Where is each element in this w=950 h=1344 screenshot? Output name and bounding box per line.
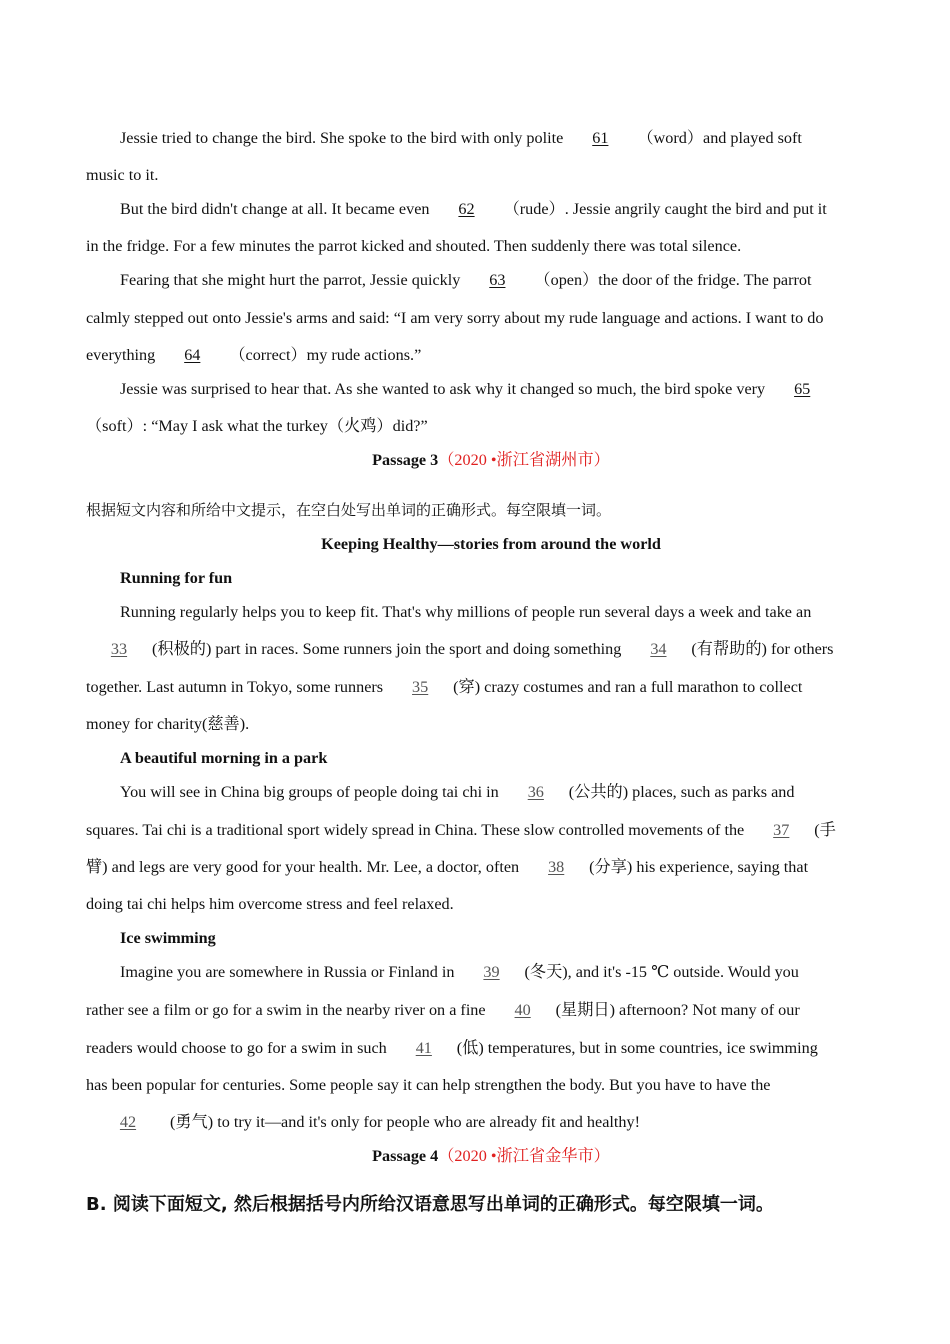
passage3-line: 42 (勇气) to try it—and it's only for people who are already fit and healthy! xyxy=(86,1112,640,1132)
blank-37[interactable]: 37 xyxy=(773,821,790,839)
passage3-line: You will see in China big groups of people doing tai chi in 36 (公共的) places, such as parks and xyxy=(120,783,795,801)
passage2-line: calmly stepped out onto Jessie's arms and said: “I am very sorry about my rude language and actions. I want to do xyxy=(86,309,824,327)
passage4-instruction: B. 阅读下面短文, 然后根据括号内所给汉语意思写出单词的正确形式。每空限填一词。 xyxy=(86,1194,774,1215)
passage3-line: Running regularly helps you to keep fit. That's why millions of people run several days a week and take an xyxy=(120,603,812,621)
passage3-source: （2020 •浙江省湖州市） xyxy=(438,451,610,469)
passage4-source: （2020 •浙江省金华市） xyxy=(438,1147,610,1165)
section-title-running: Running for fun xyxy=(120,569,233,587)
blank-61[interactable]: 61 xyxy=(592,129,609,147)
passage2-line: （soft）: “May I ask what the turkey（火鸡）did?” xyxy=(86,417,428,435)
blank-35[interactable]: 35 xyxy=(412,678,429,696)
passage3-line: squares. Tai chi is a traditional sport widely spread in China. These slow controlled movements of the 37 (手 xyxy=(86,821,836,839)
passage2-line: But the bird didn't change at all. It became even 62 （rude）. Jessie angrily caught the bird and put it xyxy=(120,200,827,218)
blank-62[interactable]: 62 xyxy=(458,200,475,218)
passage3-heading: Passage 3（2020 •浙江省湖州市） xyxy=(372,451,610,469)
passage2-line: in the fridge. For a few minutes the parrot kicked and shouted. Then suddenly there was total silence. xyxy=(86,237,742,255)
section-title-ice: Ice swimming xyxy=(120,929,216,947)
blank-65[interactable]: 65 xyxy=(794,380,811,398)
section-title-park: A beautiful morning in a park xyxy=(120,749,328,767)
passage2-line: Jessie was surprised to hear that. As she wanted to ask why it changed so much, the bird spoke very 65 xyxy=(120,379,835,399)
passage3-line: rather see a film or go for a swim in the nearby river on a fine 40 (星期日) afternoon? Not many of our xyxy=(86,1001,800,1019)
passage2-line: Jessie tried to change the bird. She spoke to the bird with only polite 61 （word）and played soft xyxy=(120,129,802,147)
passage2-line: everything 64 （correct）my rude actions.” xyxy=(86,346,422,364)
passage4-heading: Passage 4（2020 •浙江省金华市） xyxy=(372,1147,610,1165)
blank-38[interactable]: 38 xyxy=(548,858,565,876)
passage3-instruction: 根据短文内容和所给中文提示，在空白处写出单词的正确形式。每空限填一词。 xyxy=(86,501,612,519)
passage2-line: Fearing that she might hurt the parrot, Jessie quickly 63 （open）the door of the fridge. The parrot xyxy=(120,271,812,289)
blank-33[interactable]: 33 xyxy=(110,640,128,658)
passage3-line: Imagine you are somewhere in Russia or Finland in 39 (冬天), and it's -15 ℃ outside. Would you xyxy=(120,963,799,981)
blank-63[interactable]: 63 xyxy=(489,271,506,289)
blank-39[interactable]: 39 xyxy=(483,963,500,981)
blank-64[interactable]: 64 xyxy=(184,346,201,364)
passage3-line: doing tai chi helps him overcome stress and feel relaxed. xyxy=(86,895,454,913)
blank-42[interactable]: 42 xyxy=(119,1113,137,1131)
passage3-line: 33 (积极的) part in races. Some runners join the sport and doing something 34 (有帮助的) for others xyxy=(86,639,833,659)
passage2-line: music to it. xyxy=(86,166,159,184)
passage3-line: 臂) and legs are very good for your health. Mr. Lee, a doctor, often 38 (分享) his experience, saying that xyxy=(86,858,809,876)
blank-40[interactable]: 40 xyxy=(514,1001,531,1019)
passage3-line: money for charity(慈善). xyxy=(86,715,250,733)
blank-36[interactable]: 36 xyxy=(527,783,544,801)
blank-41[interactable]: 41 xyxy=(415,1039,432,1057)
passage3-title: Keeping Healthy—stories from around the world xyxy=(321,535,661,553)
blank-34[interactable]: 34 xyxy=(650,640,667,658)
passage3-line: together. Last autumn in Tokyo, some runners 35 (穿) crazy costumes and ran a full marathon to collect xyxy=(86,678,803,696)
passage3-line: has been popular for centuries. Some people say it can help strengthen the body. But you have to have the xyxy=(86,1076,771,1094)
passage3-line: readers would choose to go for a swim in such 41 (低) temperatures, but in some countries, ice swimming xyxy=(86,1039,818,1057)
